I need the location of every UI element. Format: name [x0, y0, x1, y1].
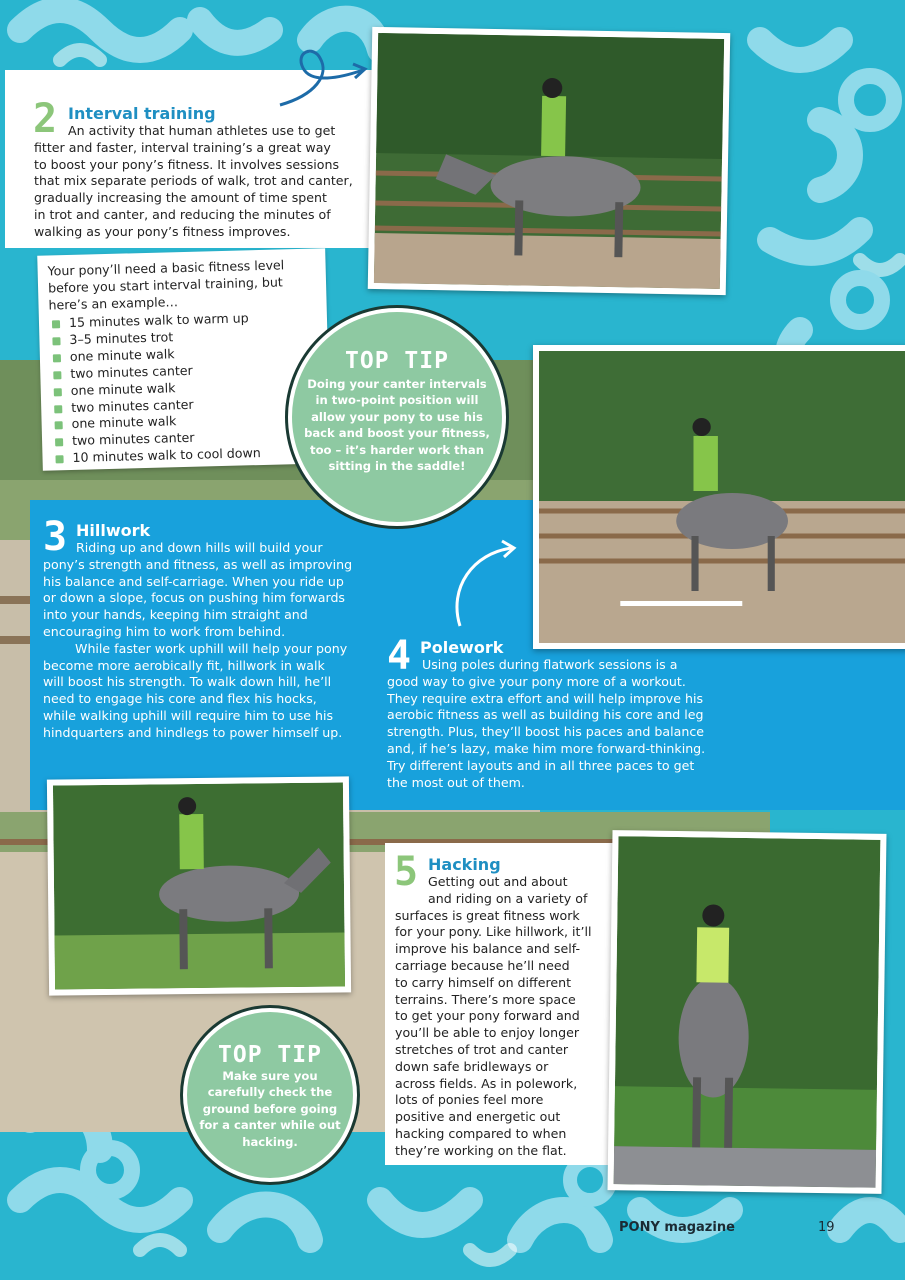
- section2-body-rest: [34, 140, 374, 241]
- section5-line: positive and energetic out: [395, 1109, 561, 1125]
- section4-line: strength. Plus, they’ll boost his paces and balance: [387, 724, 704, 740]
- section3-line: become more aerobically fit, hillwork in walk: [43, 657, 325, 673]
- tip-line: too – it’s harder work than: [310, 442, 484, 457]
- section3-line: while walking uphill will require him to use his: [43, 707, 334, 723]
- section5-line: for your pony. Like hillwork, it’ll: [395, 924, 592, 940]
- tip-line: Doing your canter intervals: [307, 377, 487, 391]
- section3-number: 3: [43, 514, 68, 560]
- section5-line: they’re working on the flat.: [395, 1142, 567, 1158]
- section3-body: [76, 540, 376, 557]
- example-plan-list: [49, 308, 323, 467]
- top-tip-circle-2: [183, 1008, 357, 1182]
- photo-trotting-horse: [368, 27, 731, 295]
- section5-line: carriage because he’ll need: [395, 957, 570, 973]
- section5-line: to get your pony forward and: [395, 1008, 580, 1024]
- section5-line: stretches of trot and canter: [395, 1041, 569, 1057]
- section2-line: gradually increasing the amount of time spent: [34, 190, 327, 206]
- section4-line: Try different layouts and in all three paces to get: [387, 757, 695, 773]
- section2-line: to boost your pony’s fitness. It involves sessions: [34, 156, 340, 172]
- section4-body-rest: [387, 674, 727, 792]
- section2-line: in trot and canter, and reducing the minutes of: [34, 206, 331, 222]
- section3-body-rest: [43, 557, 373, 742]
- section3-line: his balance and self-carriage. When you ride up: [43, 573, 344, 589]
- photo-hacking-road: [608, 830, 887, 1194]
- tip-line: back and boost your fitness,: [304, 426, 490, 441]
- tip-line: for a canter while out: [199, 1118, 341, 1133]
- footer-magazine-name: PONY magazine: [619, 1220, 735, 1235]
- section5-line: surfaces is great fitness work: [395, 907, 580, 923]
- tip-line: carefully check the: [207, 1085, 333, 1100]
- list-item: two minutes canter: [51, 393, 321, 417]
- section3-line: hindquarters and hindlegs to power himself up.: [43, 724, 343, 740]
- section4-line: the most out of them.: [387, 774, 525, 790]
- section4-line: aerobic fitness as well as building his core and leg: [387, 707, 704, 723]
- tip-line: sitting in the saddle!: [328, 459, 466, 474]
- section3-line: Riding up and down hills will build your: [76, 540, 323, 555]
- section5-line: terrains. There’s more space: [395, 991, 576, 1007]
- example-plan-panel: [37, 248, 331, 470]
- photo-rider-walking: [47, 776, 351, 995]
- section5-body-rest: [395, 908, 610, 1160]
- section2-line: fitter and faster, interval training’s a great way: [34, 139, 331, 155]
- section5-line: hacking compared to when: [395, 1125, 567, 1141]
- example-intro-line: Your pony’ll need a basic fitness level: [47, 257, 285, 279]
- list-item: two minutes canter: [52, 427, 322, 451]
- section5-line: to carry himself on different: [395, 974, 572, 990]
- list-item: two minutes canter: [50, 359, 320, 383]
- section3-line: or down a slope, focus on pushing him forwards: [43, 590, 345, 606]
- tip-line: in two-point position will: [315, 393, 479, 408]
- tip-line: Make sure you: [222, 1069, 318, 1083]
- section4-title: Polework: [420, 638, 504, 657]
- section5-number: 5: [394, 849, 419, 895]
- top-tip-title: TOP TIP: [218, 1042, 322, 1068]
- section4-line: and, if he’s lazy, make him more forward-thinking.: [387, 740, 706, 756]
- photo-rider-arena: [533, 345, 905, 649]
- loop-arrow-icon: [275, 40, 370, 110]
- section2-line: walking as your pony’s fitness improves.: [34, 223, 291, 239]
- example-intro-line: before you start interval training, but: [47, 274, 283, 296]
- tip-line: ground before going: [202, 1101, 338, 1116]
- list-item: one minute walk: [50, 342, 320, 366]
- section5-line: and riding on a variety of: [428, 890, 588, 906]
- top-tip-circle-1: [288, 308, 506, 526]
- section3-line: pony’s strength and fitness, as well as improving: [43, 556, 353, 572]
- section4-body: [422, 657, 722, 674]
- section3-line: encouraging him to work from behind.: [43, 623, 286, 639]
- section3-line: need to engage his core and flex his hocks,: [43, 691, 317, 707]
- list-item: 3–5 minutes trot: [49, 325, 319, 349]
- section2-title: Interval training: [68, 104, 216, 123]
- section4-number: 4: [387, 633, 412, 679]
- top-tip-title: TOP TIP: [345, 348, 449, 374]
- section5-line: improve his balance and self-: [395, 941, 580, 957]
- section4-line: They require extra effort and will help improve his: [387, 690, 704, 706]
- section3-line: into your hands, keeping him straight and: [43, 607, 308, 623]
- section5-line: across fields. As in polework,: [395, 1075, 578, 1091]
- tip-line: allow your pony to use his: [311, 409, 483, 424]
- list-item: one minute walk: [51, 376, 321, 400]
- section5-line: Getting out and about: [428, 874, 568, 889]
- footer-page-number: 19: [818, 1220, 835, 1235]
- section3-title: Hillwork: [76, 521, 151, 540]
- section5-line: down safe bridleways or: [395, 1058, 549, 1074]
- section5-line: lots of ponies feel more: [395, 1092, 544, 1108]
- section5-line: you’ll be able to enjoy longer: [395, 1025, 579, 1041]
- list-item: one minute walk: [51, 410, 321, 434]
- section3-line: will boost his strength. To walk down hill, he’ll: [43, 674, 332, 690]
- tip-line: hacking.: [242, 1134, 298, 1149]
- section3-line: While faster work uphill will help your pony: [75, 640, 348, 656]
- list-item: 15 minutes walk to warm up: [49, 308, 319, 332]
- example-intro-line: here’s an example…: [48, 293, 179, 313]
- curved-arrow-icon: [448, 538, 520, 630]
- list-item: 10 minutes walk to cool down: [52, 444, 322, 468]
- section4-line: Using poles during flatwork sessions is a: [422, 657, 678, 672]
- section5-title: Hacking: [428, 855, 501, 874]
- section2-line: that mix separate periods of walk, trot and canter,: [34, 173, 353, 189]
- section2-number: 2: [33, 96, 58, 142]
- section4-line: good way to give your pony more of a workout.: [387, 673, 686, 689]
- section2-line: An activity that human athletes use to get: [68, 123, 336, 138]
- section5-body: [428, 874, 608, 908]
- section2-body: [68, 123, 368, 140]
